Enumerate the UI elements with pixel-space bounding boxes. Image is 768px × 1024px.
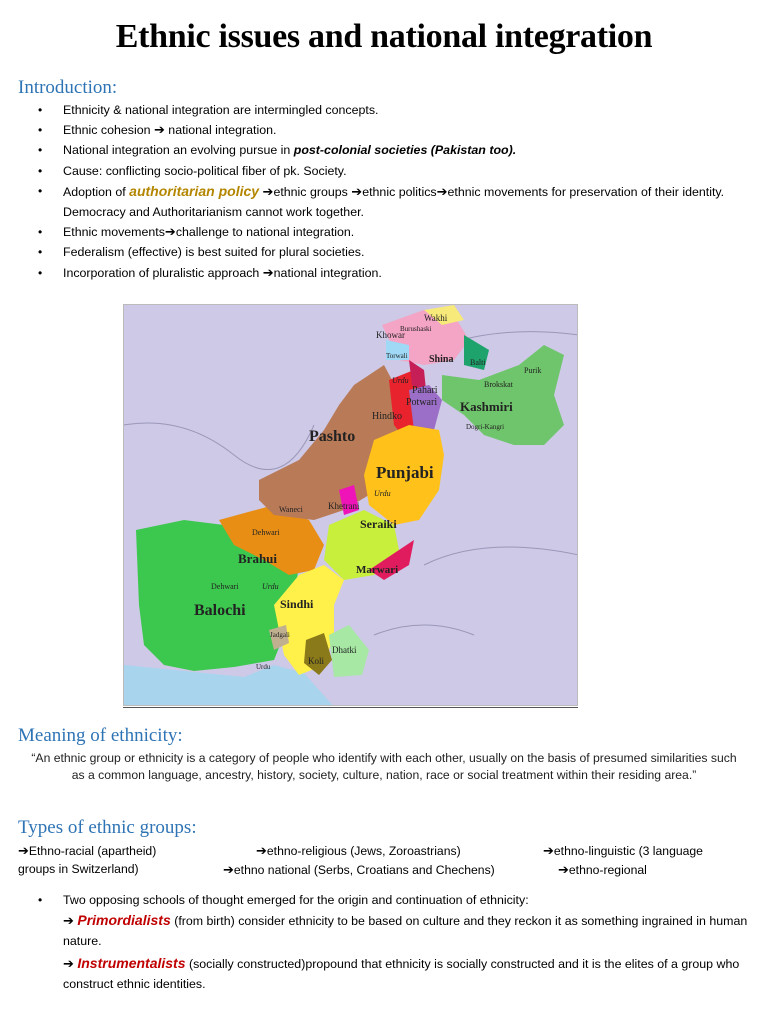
border-line [424, 547, 578, 565]
arrow-icon: ➔ [436, 183, 448, 199]
list-item: • Federalism (effective) is best suited for plural societies. [38, 242, 753, 262]
map-label: Burushaski [400, 325, 432, 333]
map-label: Shina [429, 354, 454, 365]
map-label: Khowar [376, 330, 405, 340]
arrow-icon: ➔ [153, 122, 165, 138]
primordialists-paragraph: ➔ Primordialists (from birth) consider ethnicity to be based on culture and they reckon it as something ingrained in human nature. [63, 912, 748, 948]
ethnic-map-graphic [124, 305, 578, 706]
map-label: Jadgali [270, 631, 290, 639]
map-label: Marwari [356, 564, 399, 576]
page-title: Ethnic issues and national integration [115, 18, 653, 55]
arrow-icon: ➔ [18, 843, 29, 858]
type-item-continued: groups in Switzerland) [18, 862, 139, 876]
types-heading: Types of ethnic groups: [18, 817, 197, 838]
map-label: Torwali [386, 352, 408, 360]
meaning-heading: Meaning of ethnicity: [18, 725, 183, 746]
arrow-icon: ➔ [256, 843, 267, 858]
map-label: Khetrani [328, 501, 360, 511]
map-divider [123, 707, 578, 708]
type-item: ➔ethno-religious (Jews, Zoroastrians) [256, 843, 461, 858]
border-line [374, 625, 474, 635]
list-item: • Incorporation of pluralistic approach ➔national integration. [38, 263, 753, 283]
map-label: Pahari [412, 385, 438, 396]
primordialists-term: Primordialists [77, 912, 171, 928]
map-label: Seraiki [360, 517, 397, 531]
instrumentalists-term: Instrumentalists [77, 955, 186, 971]
map-label: Pashto [309, 428, 356, 445]
map-label: Urdu [374, 489, 391, 498]
map-label: Urdu [262, 582, 279, 591]
arrow-icon: ➔ [63, 956, 74, 971]
map-label: Wakhi [424, 313, 448, 323]
map-label: Dehwari [211, 582, 239, 591]
ethnic-map [123, 304, 578, 706]
map-label: Urdu [256, 663, 271, 671]
introduction-heading: Introduction: [18, 77, 118, 98]
map-label: Potwari [406, 397, 438, 408]
map-label: Kashmiri [460, 399, 513, 414]
map-label: Hindko [372, 411, 402, 422]
arrow-icon: ➔ [223, 862, 234, 877]
ethnicity-definition-quote: “An ethnic group or ethnicity is a category of people who identify with each other, usually on the basis of presumed similarities such as a common language, ancestry, history, society, culture, nation, race or social treatment within their residing area.” [31, 751, 737, 782]
map-label: Balti [470, 358, 486, 367]
map-label: Punjabi [376, 463, 434, 482]
list-item: • Ethnic cohesion ➔ national integration. [38, 120, 753, 140]
map-label: Dhatki [332, 645, 357, 655]
arrow-icon: ➔ [63, 913, 74, 928]
map-label: Koli [308, 656, 325, 666]
map-label: Dehwari [252, 528, 280, 537]
map-label: Urdu [392, 376, 409, 385]
border-line [124, 423, 314, 470]
map-label: Dogri-Kangri [466, 423, 505, 431]
introduction-bullet-list [38, 100, 753, 283]
map-label: Balochi [194, 602, 246, 619]
list-item: • Cause: conflicting socio-political fiber of pk. Society. [38, 161, 753, 181]
arrow-icon: ➔ [543, 843, 554, 858]
type-item: ➔Ethno-racial (apartheid) [18, 843, 157, 858]
list-item: • National integration an evolving pursue in post-colonial societies (Pakistan too). [38, 140, 753, 160]
instrumentalists-paragraph: ➔ Instrumentalists (socially constructed)propound that ethnicity is socially constructed and it is the elites of a group who construct ethnic identities. [63, 955, 740, 991]
arrow-icon: ➔ [351, 183, 363, 199]
list-item: • Adoption of authoritarian policy ➔ethnic groups ➔ethnic politics➔ethnic movements for preservation of their identity. Democracy and Authoritarianism cannot work together. [38, 181, 753, 222]
list-item: • Ethnicity & national integration are intermingled concepts. [38, 100, 753, 120]
map-label: Brokskat [484, 380, 513, 389]
arrow-icon: ➔ [164, 224, 176, 240]
type-item: ➔ethno national (Serbs, Croatians and Chechens) [223, 862, 495, 877]
map-label: Brahui [238, 551, 278, 566]
arrow-icon: ➔ [262, 264, 274, 280]
type-item: ➔ethno-regional [558, 862, 647, 877]
map-label: Sindhi [280, 597, 314, 611]
arrow-icon: ➔ [558, 862, 569, 877]
highlight-term: authoritarian policy [129, 182, 260, 199]
type-item: ➔ethno-linguistic (3 language [543, 843, 703, 858]
list-item: • Ethnic movements➔challenge to national integration. [38, 222, 753, 242]
list-item: • Two opposing schools of thought emerged for the origin and continuation of ethnicity: [38, 890, 753, 910]
schools-bullet-list [38, 890, 753, 910]
map-label: Waneci [279, 505, 303, 514]
arrow-icon: ➔ [262, 183, 274, 199]
map-label: Purik [524, 366, 542, 375]
